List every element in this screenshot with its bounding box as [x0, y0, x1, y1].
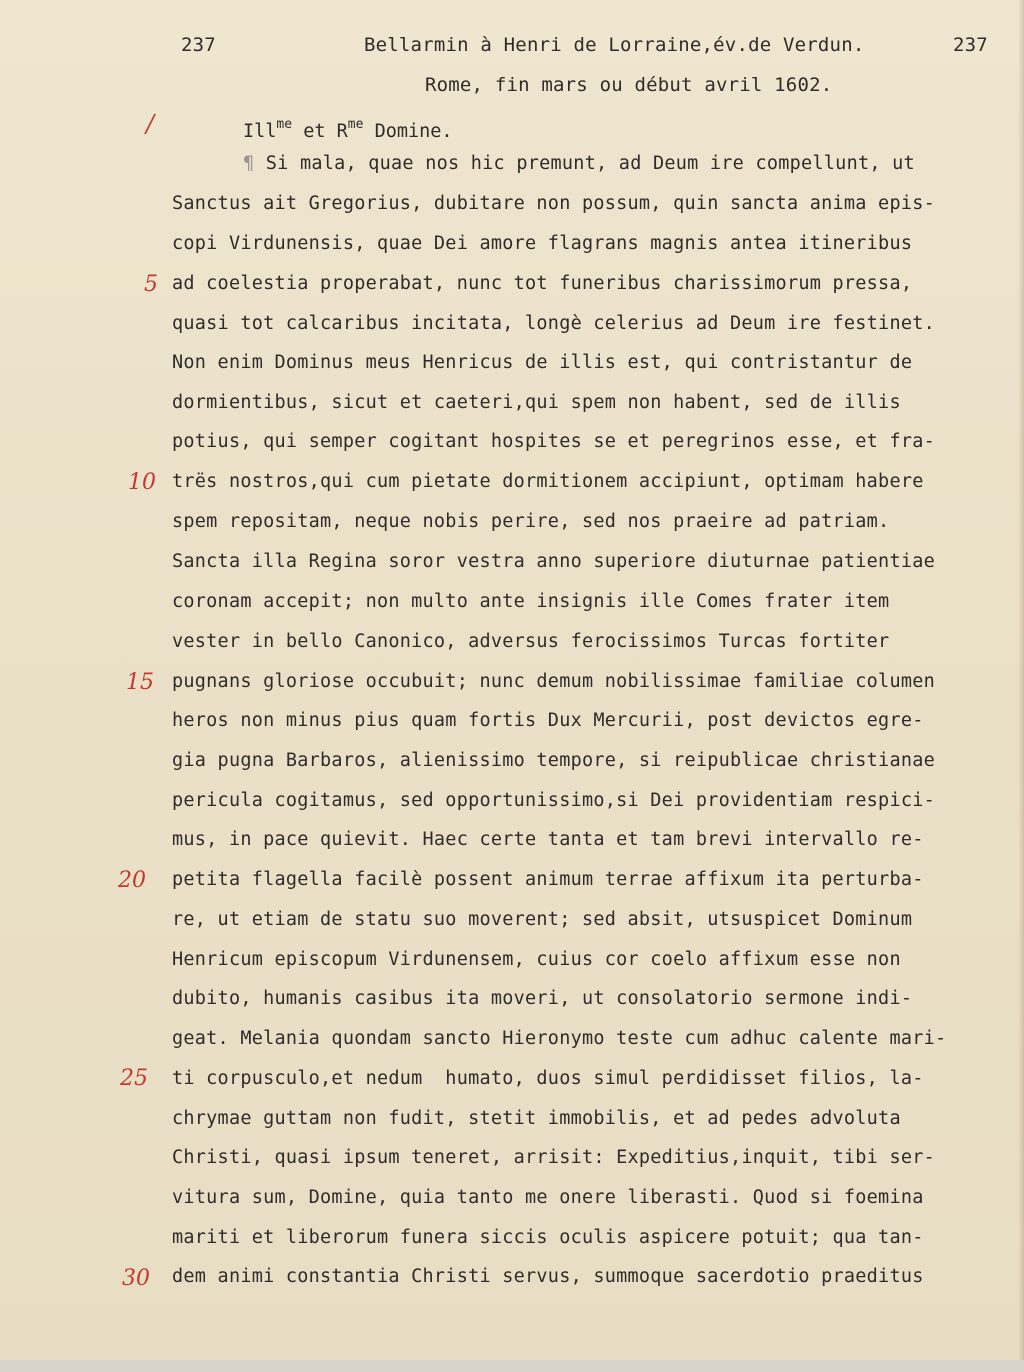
margin-line-number-15: 15	[126, 670, 154, 695]
text-line-19: petita flagella facilè possent animum terrae affixum ita perturba-	[172, 869, 924, 890]
text-line-15: heros non minus pius quam fortis Dux Mercurii, post devictos egre-	[172, 710, 924, 731]
text-line-21: Henricum episcopum Virdunensem, cuius cor coelo affixum esse non	[172, 949, 901, 970]
paragraph-mark: ¶	[243, 153, 255, 174]
text-line-10: spem repositam, neque nobis perire, sed nos praeire ad patriam.	[172, 511, 890, 532]
text-line-23: geat. Melania quondam sancto Hieronymo teste cum adhuc calente mari-	[172, 1028, 947, 1049]
text-line-24: ti corpusculo,et nedum humato, duos simul perdidisset filios, la-	[172, 1068, 924, 1089]
text-line-16: gia pugna Barbaros, alienissimo tempore, si reipublicae christianae	[172, 750, 935, 771]
text-line-27: vitura sum, Domine, quia tanto me onere liberasti. Quod si foemina	[172, 1187, 924, 1208]
salutation-sup2: me	[347, 117, 364, 132]
salutation-part2: et R	[292, 121, 348, 142]
text-line-26: Christi, quasi ipsum teneret, arrisit: Expeditius,inquit, tibi ser-	[172, 1147, 935, 1168]
text-line-29: dem animi constantia Christi servus, summoque sacerdotio praeditus	[172, 1266, 924, 1287]
text-line-6: Non enim Dominus meus Henricus de illis est, qui contristantur de	[172, 352, 913, 373]
text-line-25: chrymae guttam non fudit, stetit immobilis, et ad pedes advoluta	[172, 1108, 901, 1129]
page-number-left: 237	[181, 34, 216, 56]
text-line-12: coronam accepit; non multo ante insignis ille Comes frater item	[172, 591, 890, 612]
margin-line-number-20: 20	[118, 868, 146, 893]
text-line-18: mus, in pace quievit. Haec certe tanta et tam brevi intervallo re-	[172, 829, 924, 850]
text-line-28: mariti et liberorum funera siccis oculis aspicere potuit; qua tan-	[172, 1227, 924, 1248]
margin-line-number-25: 25	[120, 1066, 148, 1091]
margin-mark-red: /	[146, 110, 155, 138]
text-line-11: Sancta illa Regina soror vestra anno superiore diuturnae patientiae	[172, 551, 935, 572]
text-line-1-content: Si mala, quae nos hic premunt, ad Deum ire compellunt, ut	[254, 153, 915, 174]
text-line-14: pugnans gloriose occubuit; nunc demum nobilissimae familiae columen	[172, 671, 935, 692]
text-line-20: re, ut etiam de statu suo moverent; sed absit, utsuspicet Dominum	[172, 909, 913, 930]
text-line-13: vester in bello Canonico, adversus ferocissimos Turcas fortiter	[172, 631, 890, 652]
salutation-part3: Domine.	[363, 121, 453, 142]
text-line-4: ad coelestia properabat, nunc tot funeribus charissimorum pressa,	[172, 273, 913, 294]
page-edge-shadow	[1018, 0, 1024, 1372]
page-number-right: 237	[953, 34, 988, 56]
dateline: Rome, fin mars ou début avril 1602.	[425, 74, 833, 96]
salutation	[243, 117, 453, 142]
text-line-17: pericula cogitamus, sed opportunissimo,si Dei providentiam respici-	[172, 790, 935, 811]
text-line-9: trës nostros,qui cum pietate dormitionem accipiunt, optimam habere	[172, 471, 924, 492]
salutation-sup1: me	[276, 117, 293, 132]
salutation-part1: Ill	[243, 121, 277, 142]
text-line-8: potius, qui semper cogitant hospites se et peregrinos esse, et fra-	[172, 431, 935, 452]
text-line-3: copi Virdunensis, quae Dei amore flagrans magnis antea itineribus	[172, 233, 913, 254]
text-line-1	[243, 155, 915, 174]
margin-line-number-30: 30	[122, 1266, 150, 1291]
margin-line-number-5: 5	[144, 272, 158, 297]
letter-title: Bellarmin à Henri de Lorraine,év.de Verdun.	[364, 34, 865, 56]
text-line-2: Sanctus ait Gregorius, dubitare non possum, quin sancta anima epis-	[172, 193, 935, 214]
text-line-7: dormientibus, sicut et caeteri,qui spem non habent, sed de illis	[172, 392, 901, 413]
text-line-5: quasi tot calcaribus incitata, longè celerius ad Deum ire festinet.	[172, 313, 935, 334]
scan-bottom-border	[0, 1360, 1024, 1372]
text-line-22: dubito, humanis casibus ita moveri, ut consolatorio sermone indi-	[172, 988, 913, 1009]
margin-line-number-10: 10	[128, 470, 156, 495]
